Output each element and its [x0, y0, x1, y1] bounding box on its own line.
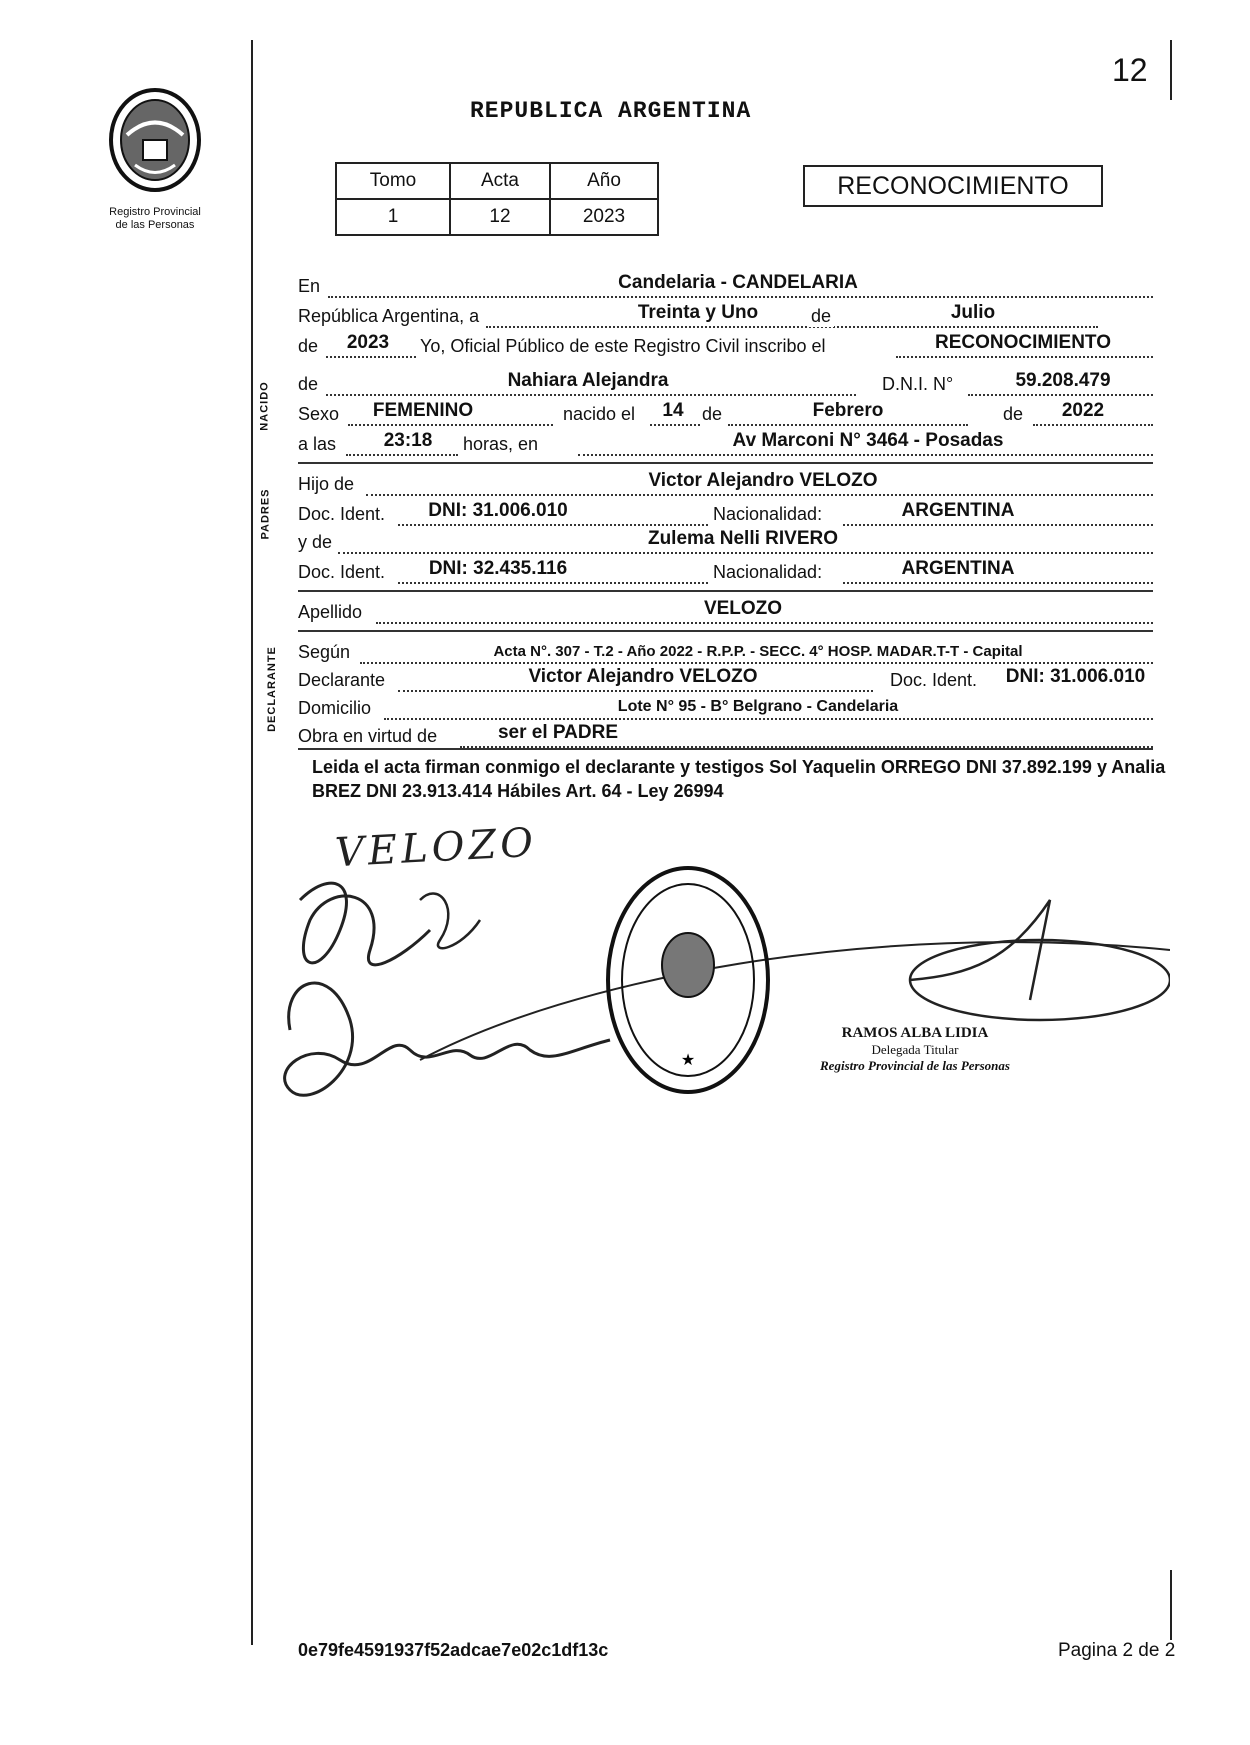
- value-sex: FEMENINO: [372, 400, 474, 421]
- dotted-line: [578, 454, 1153, 456]
- label-republica: República Argentina, a: [298, 306, 480, 326]
- dotted-line: [728, 424, 968, 426]
- right-margin-line: [1170, 40, 1172, 100]
- dotted-line: [346, 454, 458, 456]
- side-label-declarante: DECLARANTE: [265, 646, 278, 732]
- value-declarant: Victor Alejandro VELOZO: [528, 666, 758, 687]
- label-nacido: nacido el: [563, 404, 636, 424]
- value-obra: ser el PADRE: [497, 722, 619, 743]
- dotted-line: [1033, 424, 1153, 426]
- value-birth-place: Av Marconi N° 3464 - Posadas: [732, 430, 1004, 451]
- logo-caption-line2: de las Personas: [115, 219, 195, 231]
- label-doc-mother: Doc. Ident.: [298, 562, 386, 582]
- value-child-dni: 59.208.479: [1015, 370, 1111, 391]
- dotted-line: [338, 552, 1153, 554]
- dotted-line: [376, 622, 1153, 624]
- left-margin-line: [251, 40, 253, 1645]
- label-hijo: Hijo de: [298, 474, 355, 494]
- official-role: Delegada Titular: [871, 1042, 959, 1057]
- value-mother-nationality: ARGENTINA: [901, 558, 1015, 579]
- row-year: [298, 330, 1153, 360]
- value-segun: Acta N°. 307 - T.2 - Año 2022 - R.P.P. - SECC. 4° HOSP. MADAR.T-T - Capital: [493, 643, 1023, 660]
- value-acta: 12: [450, 199, 550, 235]
- value-birth-month: Febrero: [812, 400, 884, 421]
- header-anio: Año: [550, 163, 658, 199]
- official-block: [795, 1025, 1035, 1074]
- row-father: [298, 468, 1153, 498]
- row-mother-doc: [298, 556, 1153, 586]
- label-de: de: [808, 306, 834, 327]
- side-label-nacido: NACIDO: [258, 381, 271, 431]
- signatures-and-seal: [270, 860, 1170, 1130]
- header-tomo: Tomo: [336, 163, 450, 199]
- value-day: Treinta y Uno: [637, 302, 759, 323]
- label-apellido: Apellido: [298, 602, 363, 622]
- row-segun: [298, 636, 1153, 666]
- record-table: [335, 162, 659, 236]
- dotted-line: [398, 582, 708, 584]
- row-time: [298, 428, 1153, 458]
- label-segun: Según: [298, 642, 351, 662]
- row-sex: [298, 398, 1153, 428]
- label-obra: Obra en virtud de: [298, 726, 438, 746]
- row-surname: [298, 596, 1153, 626]
- dotted-line: [326, 356, 416, 358]
- label-de-year: de: [298, 336, 319, 356]
- closing-note: Leida el acta firman conmigo el declarante y testigos Sol Yaquelin ORREGO DNI 37.892.199 y Analia BREZ DNI 23.913.414 Hábiles Art. 64 - Ley 26994: [312, 757, 1166, 801]
- right-margin-line-bottom: [1170, 1570, 1172, 1640]
- value-place: Candelaria - CANDELARIA: [618, 272, 858, 293]
- label-nacionalidad-mother: Nacionalidad:: [713, 562, 823, 582]
- page-title: REPUBLICA ARGENTINA: [470, 98, 752, 124]
- label-sexo: Sexo: [298, 404, 340, 424]
- label-declarante: Declarante: [298, 670, 386, 690]
- value-birth-time: 23:18: [383, 430, 433, 451]
- page-indicator: Pagina 2 de 2: [1058, 1640, 1176, 1661]
- value-anio: 2023: [550, 199, 658, 235]
- value-domicile: Lote N° 95 - B° Belgrano - Candelaria: [617, 698, 899, 715]
- label-horas: horas, en: [463, 434, 539, 454]
- row-child: [298, 368, 1153, 398]
- dotted-line: [328, 296, 1153, 298]
- value-father-doc: DNI: 31.006.010: [428, 500, 568, 521]
- dotted-line: [348, 424, 553, 426]
- value-year: 2023: [346, 332, 390, 353]
- dotted-line: [486, 326, 1098, 328]
- label-doc-declarant: Doc. Ident.: [890, 670, 978, 690]
- row-domicile: [298, 692, 1153, 722]
- label-y-de: y de: [298, 532, 333, 552]
- row-obra: [298, 720, 1153, 750]
- handwritten-surname: VELOZO: [333, 819, 539, 877]
- label-de-name: de: [298, 374, 319, 394]
- section-divider: [298, 590, 1153, 592]
- value-father-nationality: ARGENTINA: [901, 500, 1015, 521]
- label-domicilio: Domicilio: [298, 698, 372, 718]
- page-number: 12: [1112, 52, 1148, 88]
- document-hash: 0e79fe4591937f52adcae7e02c1df13c: [298, 1640, 609, 1660]
- official-name: RAMOS ALBA LIDIA: [841, 1025, 989, 1041]
- row-place: [298, 270, 1153, 300]
- row-father-doc: [298, 498, 1153, 528]
- province-emblem-icon: [105, 85, 205, 195]
- dotted-line: [326, 394, 856, 396]
- value-month: Julio: [950, 302, 996, 323]
- section-divider: [298, 462, 1153, 464]
- label-oficial: Yo, Oficial Público de este Registro Civil inscribo el: [420, 336, 826, 356]
- value-father-name: Victor Alejandro VELOZO: [648, 470, 878, 491]
- side-label-padres: PADRES: [259, 488, 272, 540]
- value-act: RECONOCIMIENTO: [935, 332, 1111, 353]
- value-child-name: Nahiara Alejandra: [507, 370, 669, 391]
- value-mother-name: Zulema Nelli RIVERO: [647, 528, 839, 549]
- dotted-line: [896, 356, 1153, 358]
- label-doc-father: Doc. Ident.: [298, 504, 386, 524]
- logo-caption-line1: Registro Provincial: [109, 206, 201, 218]
- dotted-line: [650, 424, 700, 426]
- dotted-line: [366, 494, 1153, 496]
- value-tomo: 1: [336, 199, 450, 235]
- section-divider: [298, 630, 1153, 632]
- value-declarant-doc: DNI: 31.006.010: [1005, 666, 1146, 687]
- official-office: Registro Provincial de las Personas: [820, 1058, 1010, 1073]
- label-de-birth: de: [702, 404, 723, 424]
- value-birth-year: 2022: [1061, 400, 1105, 421]
- row-declarant: [298, 664, 1153, 694]
- svg-text:★: ★: [680, 1050, 696, 1069]
- dotted-line: [968, 394, 1153, 396]
- label-de-birth-year: de: [1003, 404, 1024, 424]
- label-a-las: a las: [298, 434, 337, 454]
- row-date: [298, 300, 1153, 330]
- section-divider: [298, 748, 1153, 750]
- value-mother-doc: DNI: 32.435.116: [428, 558, 568, 579]
- value-birth-day: 14: [662, 400, 684, 421]
- label-dni: D.N.I. N°: [882, 374, 954, 394]
- dotted-line: [843, 582, 1153, 584]
- act-type-box: RECONOCIMIENTO: [803, 165, 1103, 207]
- registry-logo: [85, 85, 225, 232]
- label-nacionalidad-father: Nacionalidad:: [713, 504, 823, 524]
- label-en: En: [298, 276, 321, 296]
- row-mother: [298, 526, 1153, 556]
- header-acta: Acta: [450, 163, 550, 199]
- value-surname: VELOZO: [703, 598, 783, 619]
